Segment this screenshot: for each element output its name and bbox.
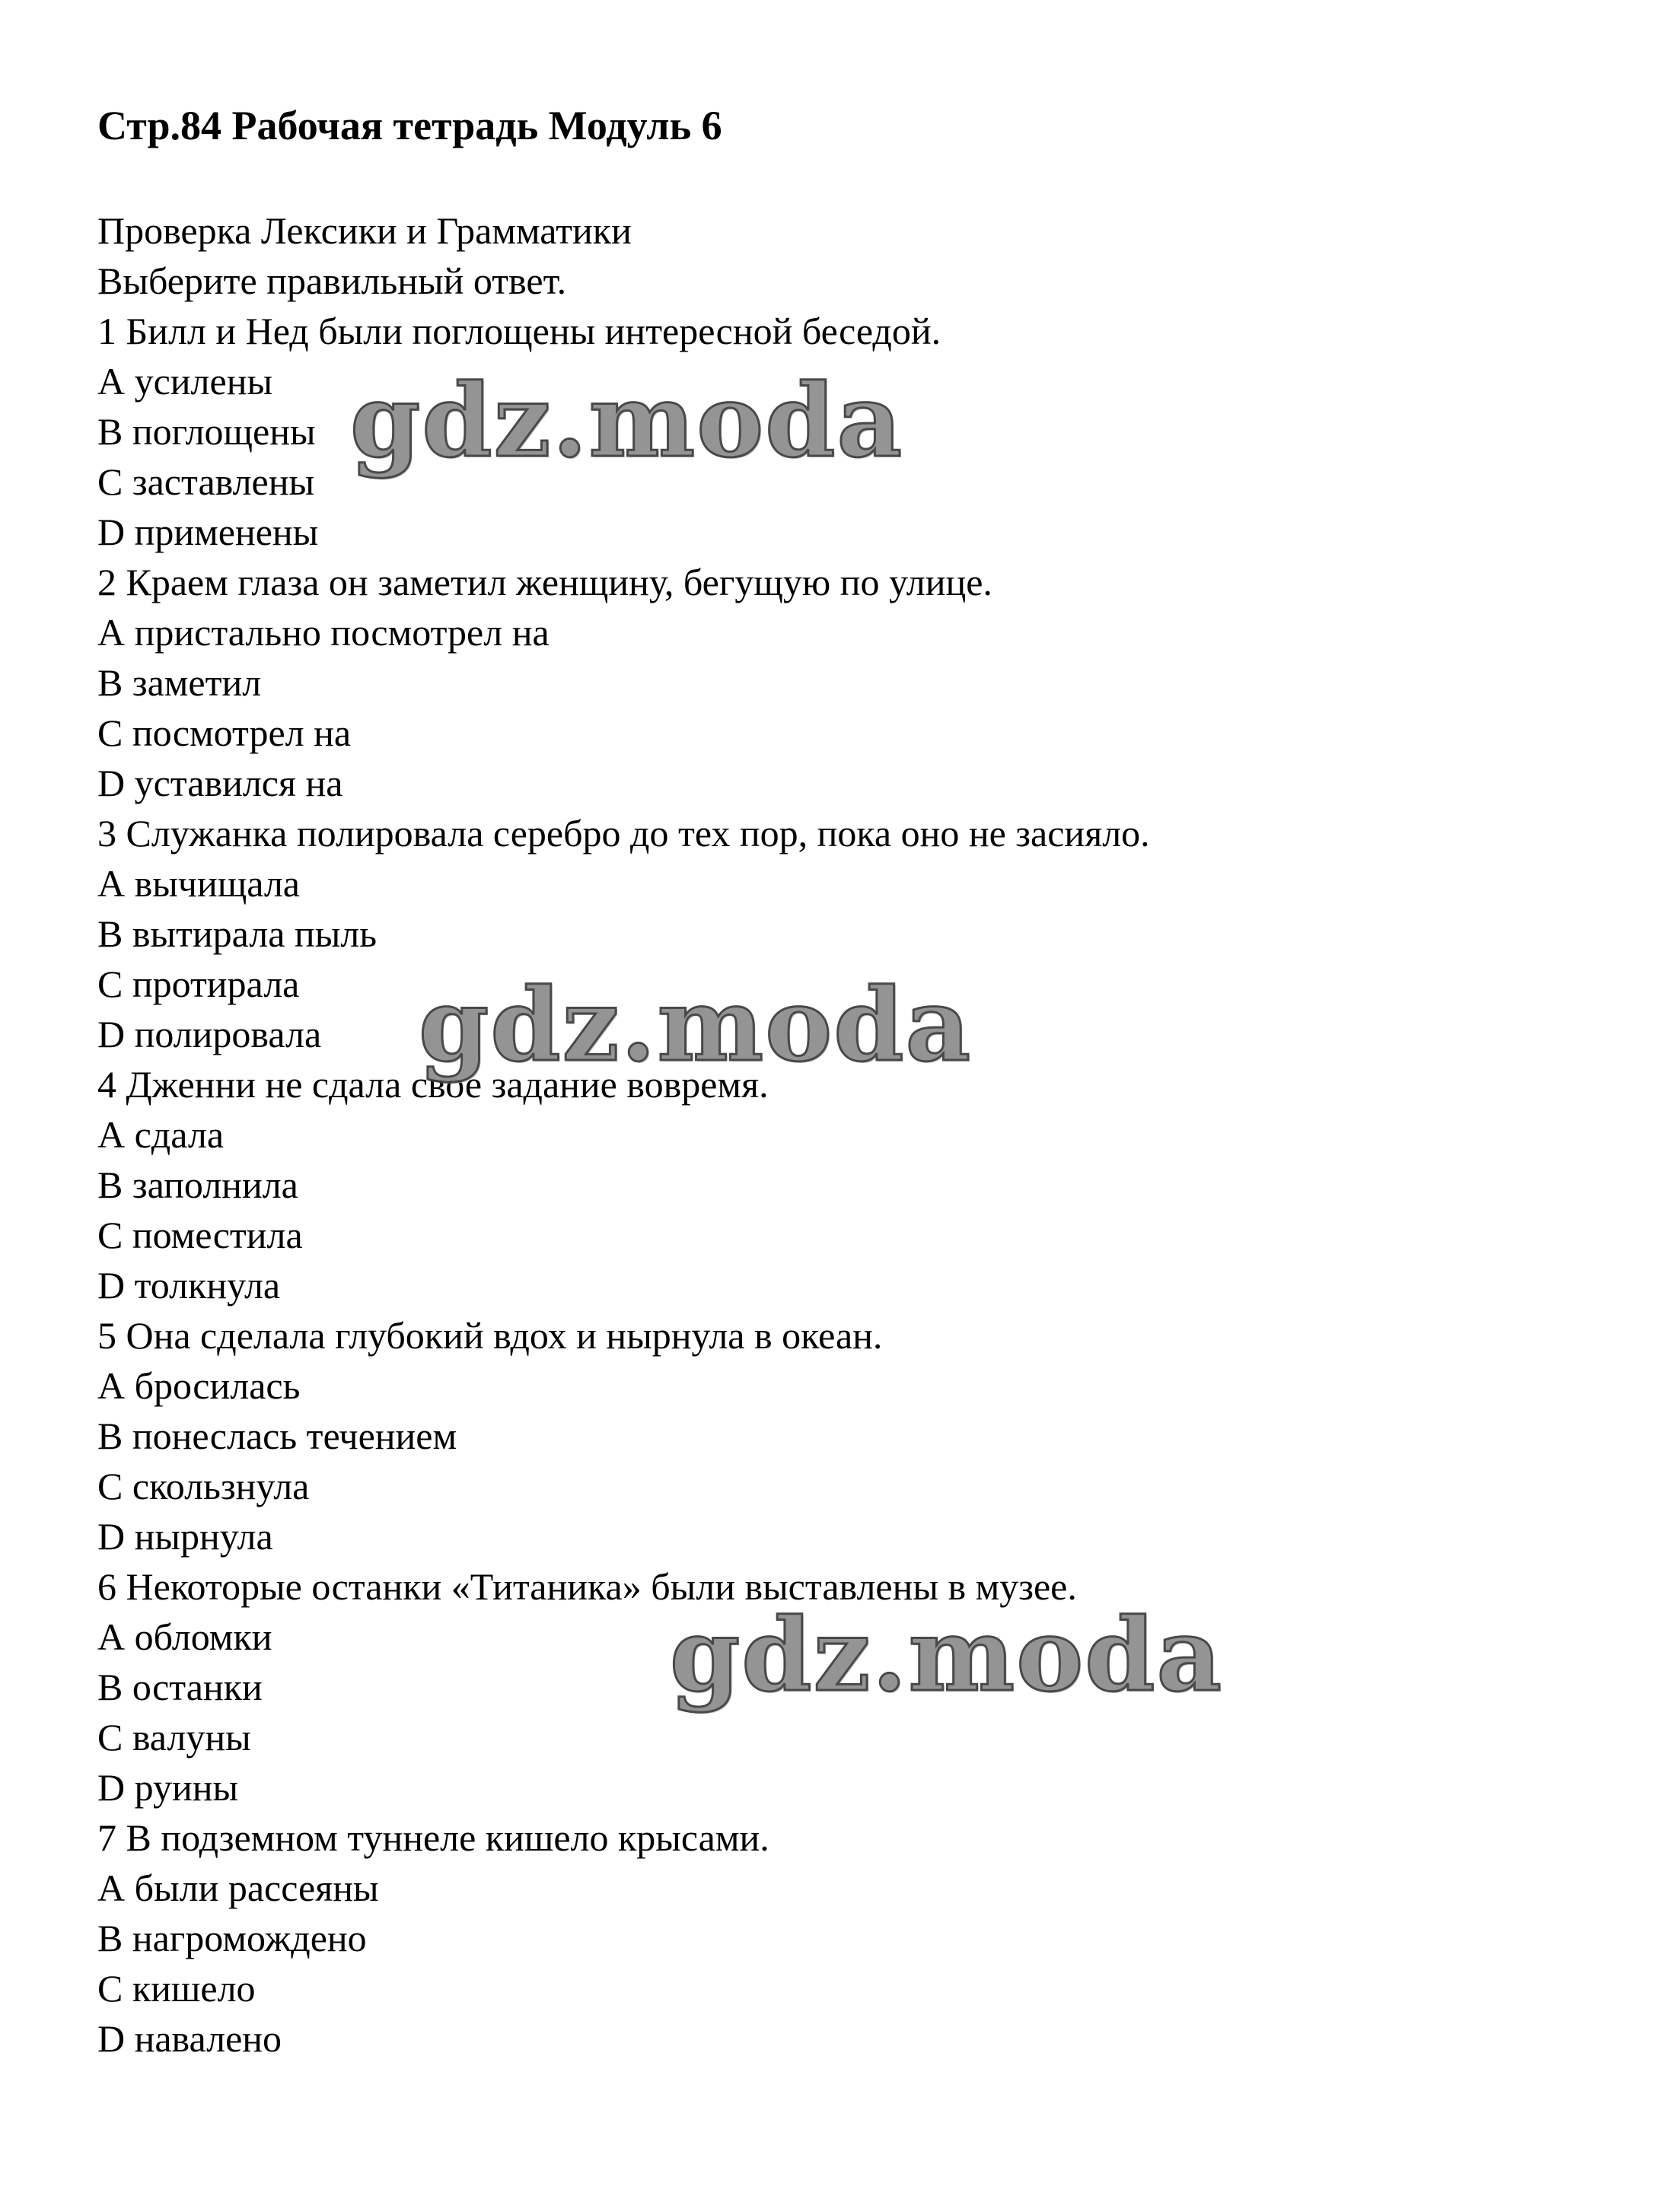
page-title: Стр.84 Рабочая тетрадь Модуль 6 (97, 103, 722, 148)
answer-option: D навалено (97, 2017, 282, 2060)
question-text: 5 Она сделала глубокий вдох и нырнула в океан. (97, 1314, 883, 1357)
answer-option: В заметил (97, 661, 262, 704)
question-text: 6 Некоторые останки «Титаника» были выставлены в музее. (97, 1565, 1077, 1608)
watermark: gdz.moda (670, 1596, 1224, 1714)
answer-option: С валуны (97, 1716, 251, 1758)
answer-option: В понеслась течением (97, 1415, 457, 1457)
watermark: gdz.moda (419, 966, 973, 1084)
answer-option: А пристально посмотрел на (97, 611, 550, 654)
answer-option: D нырнула (97, 1515, 273, 1558)
answer-option: С протирала (97, 963, 300, 1005)
question-text: 2 Краем глаза он заметил женщину, бегущую по улице. (97, 561, 992, 603)
question-block (97, 557, 1589, 808)
worksheet-body (97, 205, 1589, 2064)
answer-option: А сдала (97, 1113, 225, 1156)
answer-option: В заполнила (97, 1163, 298, 1206)
section-heading: Проверка Лексики и Грамматики (97, 209, 632, 252)
question-text: 3 Служанка полировала серебро до тех пор, пока оно не засияло. (97, 812, 1150, 855)
question-block (97, 1059, 1589, 1310)
answer-option: А обломки (97, 1615, 272, 1658)
answer-option: А были рассеяны (97, 1867, 379, 1909)
answer-option: В останки (97, 1666, 263, 1708)
question-text: 4 Дженни не сдала свое задание вовремя. (97, 1063, 769, 1106)
answer-option: С кишело (97, 1967, 256, 2010)
question-text: 1 Билл и Нед были поглощены интересной беседой. (97, 310, 941, 352)
answer-option: С скользнула (97, 1465, 310, 1507)
answer-option: С посмотрел на (97, 711, 352, 754)
watermark: gdz.moda (350, 362, 904, 480)
answer-option: С заставлены (97, 460, 315, 503)
answer-option: А усилены (97, 360, 273, 403)
answer-option: В поглощены (97, 410, 316, 453)
answer-option: А вычищала (97, 862, 300, 905)
question-text: 7 В подземном туннеле кишело крысами. (97, 1816, 769, 1859)
answer-option: D толкнула (97, 1264, 281, 1307)
answer-option: D полировала (97, 1013, 322, 1055)
answer-option: В нагромождено (97, 1917, 367, 1959)
instruction-text: Выберите правильный ответ. (97, 259, 567, 302)
answer-option: D руины (97, 1766, 239, 1809)
question-block (97, 1310, 1589, 1561)
question-block (97, 1813, 1589, 2064)
answer-option: В вытирала пыль (97, 912, 378, 955)
answer-option: С поместила (97, 1214, 303, 1256)
answer-option: D применены (97, 511, 319, 553)
answer-option: А бросилась (97, 1364, 301, 1407)
answer-option: D уставился на (97, 762, 343, 804)
